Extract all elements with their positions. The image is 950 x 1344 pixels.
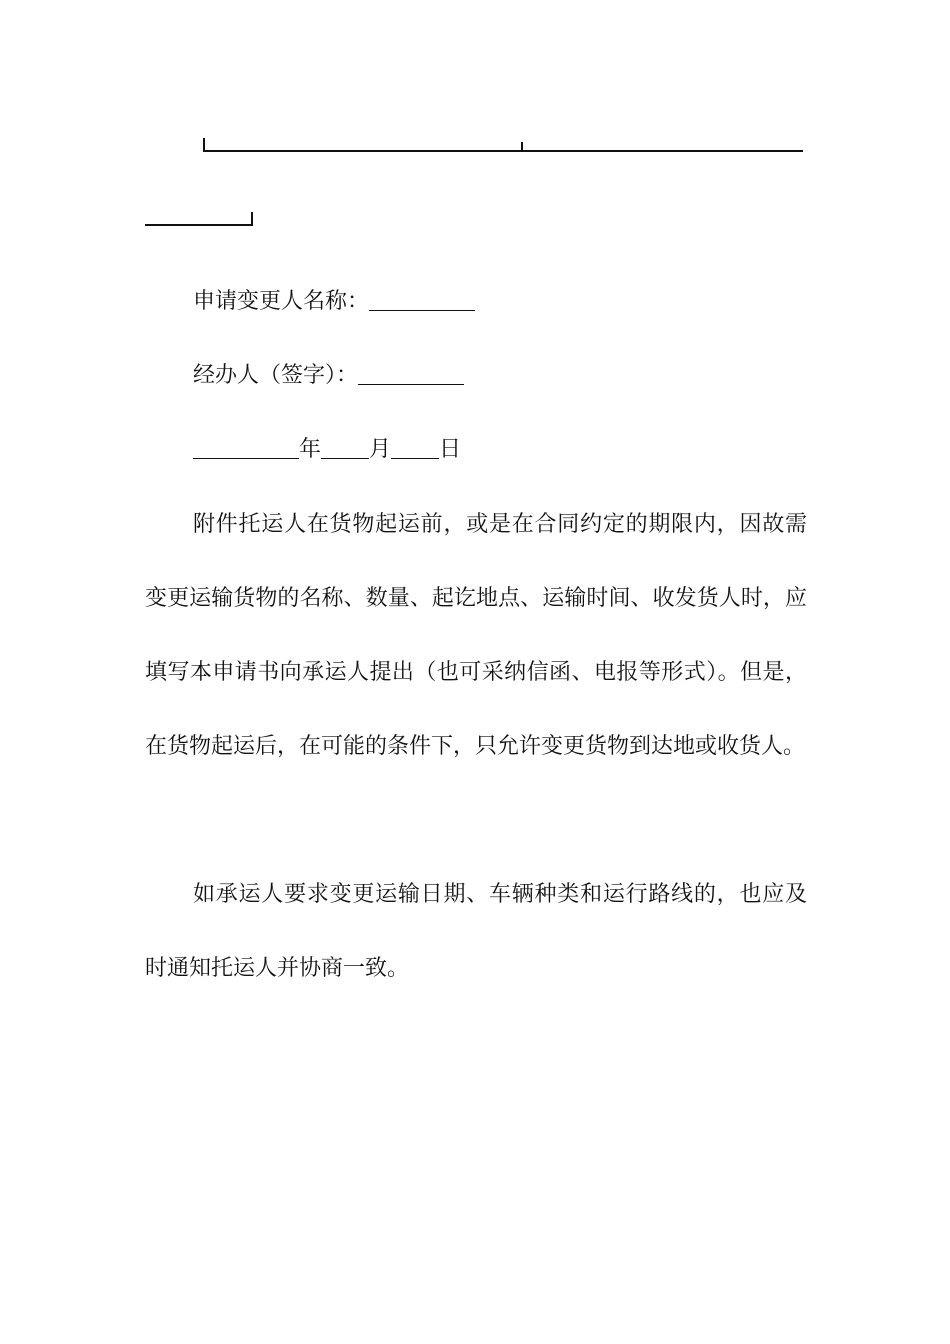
handler-signature-row (193, 361, 464, 391)
table-border-top (203, 136, 803, 152)
year-field[interactable] (193, 436, 299, 459)
month-field[interactable] (321, 436, 369, 459)
border-line-left (203, 150, 521, 152)
note-paragraph-2: 如承运人要求变更运输日期、车辆种类和运行路线的，也应及时通知托运人并协商一致。 (145, 882, 807, 981)
border-line-bottom (145, 224, 252, 226)
applicant-name-field[interactable] (369, 288, 475, 311)
month-label: 月 (369, 437, 392, 462)
day-field[interactable] (391, 436, 439, 459)
year-label: 年 (299, 437, 322, 462)
border-corner-right (251, 212, 253, 226)
handler-signature-label: 经办人（签字）： (193, 363, 359, 388)
handler-signature-field[interactable] (358, 362, 464, 385)
note-paragraph-1: 附件托运人在货物起运前，或是在合同约定的期限内，因故需变更运输货物的名称、数量、起讫地点、运输时间、收发货人时，应填写本申请书向承运人提出（也可采纳信函、电报等形式）。但是，在货物起运后，在可能的条件下，只允许变更货物到达地或收货人。 (145, 512, 807, 759)
date-row (193, 435, 461, 465)
day-label: 日 (439, 437, 462, 462)
table-border-bottom (145, 210, 255, 226)
applicant-name-row (193, 287, 475, 317)
applicant-name-label: 申请变更人名称： (193, 289, 370, 314)
border-line-right (523, 150, 803, 152)
